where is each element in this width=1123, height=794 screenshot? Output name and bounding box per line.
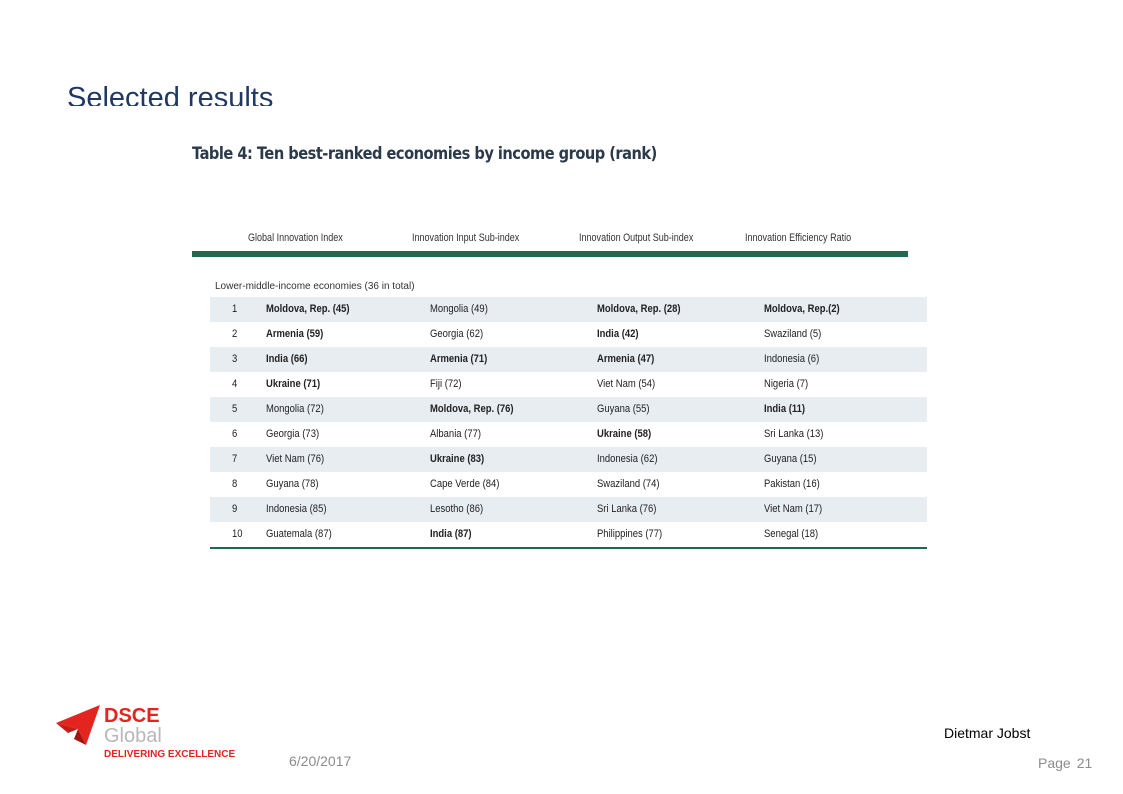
- table-cell: Guyana (78): [266, 478, 319, 490]
- table-cell: Sri Lanka (13): [764, 428, 824, 440]
- table-cell: Fiji (72): [430, 378, 462, 390]
- table-cell: Ukraine (58): [597, 428, 652, 440]
- rank-cell: 7: [232, 453, 238, 465]
- rank-cell: 10: [232, 528, 243, 540]
- table-cell: Lesotho (86): [430, 503, 484, 515]
- table-cell: Senegal (18): [764, 528, 819, 540]
- table-cell: India (11): [764, 403, 806, 415]
- table-cell: Pakistan (16): [764, 478, 820, 490]
- table-cell: Ukraine (71): [266, 378, 321, 390]
- table-cell: Swaziland (5): [764, 328, 822, 340]
- table-cell: Moldova, Rep. (76): [430, 403, 514, 415]
- table-cell: Guyana (55): [597, 403, 650, 415]
- table-cell: Mongolia (72): [266, 403, 324, 415]
- table-cell: Philippines (77): [597, 528, 663, 540]
- table-cell: Swaziland (74): [597, 478, 660, 490]
- rank-cell: 6: [232, 428, 238, 440]
- rank-cell: 9: [232, 503, 238, 515]
- table-cell: Cape Verde (84): [430, 478, 500, 490]
- column-header-output: Innovation Output Sub-index: [579, 232, 694, 244]
- income-group-label: Lower-middle-income economies (36 in total): [215, 281, 415, 292]
- page-label: Page: [1038, 755, 1071, 771]
- column-header-gii: Global Innovation Index: [248, 232, 343, 244]
- table-cell: India (42): [597, 328, 639, 340]
- table-row: [210, 397, 927, 422]
- table-row: [210, 297, 927, 322]
- table-bottom-rule: [210, 547, 927, 549]
- table-cell: Armenia (71): [430, 353, 488, 365]
- table-row: [210, 422, 927, 447]
- page-number: 21: [1076, 755, 1093, 771]
- table-cell: Mongolia (49): [430, 303, 488, 315]
- table-cell: India (66): [266, 353, 308, 365]
- table-cell: Moldova, Rep. (45): [266, 303, 350, 315]
- column-header-efficiency: Innovation Efficiency Ratio: [745, 232, 852, 244]
- rank-cell: 4: [232, 378, 238, 390]
- rank-cell: 5: [232, 403, 238, 415]
- table-row: [210, 472, 927, 497]
- slide-date: 6/20/2017: [289, 753, 352, 769]
- table-row: [210, 322, 927, 347]
- table-cell: Georgia (73): [266, 428, 320, 440]
- table-cell: Armenia (59): [266, 328, 324, 340]
- logo-name-line2: Global: [104, 725, 162, 747]
- rank-cell: 2: [232, 328, 238, 340]
- table-cell: Nigeria (7): [764, 378, 809, 390]
- table-cell: Indonesia (62): [597, 453, 658, 465]
- table-cell: India (87): [430, 528, 472, 540]
- table-row: [210, 347, 927, 372]
- table-cell: Indonesia (85): [266, 503, 327, 515]
- table-cell: Viet Nam (54): [597, 378, 656, 390]
- table-row: [210, 522, 927, 547]
- table-title: Table 4: Ten best-ranked economies by income group (rank): [192, 144, 657, 164]
- logo-tagline: DELIVERING EXCELLENCE: [104, 749, 236, 760]
- table-cell: Ukraine (83): [430, 453, 485, 465]
- table-cell: Georgia (62): [430, 328, 484, 340]
- table-row: [210, 372, 927, 397]
- author-name: Dietmar Jobst: [944, 725, 1031, 741]
- table-column-headers: [192, 232, 908, 252]
- table-cell: Guyana (15): [764, 453, 817, 465]
- table-cell: Moldova, Rep. (28): [597, 303, 681, 315]
- table-row: [210, 497, 927, 522]
- table-cell: Viet Nam (76): [266, 453, 325, 465]
- page-indicator: [1038, 755, 1092, 771]
- table-cell: Albania (77): [430, 428, 482, 440]
- table-cell: Armenia (47): [597, 353, 655, 365]
- column-header-input: Innovation Input Sub-index: [412, 232, 520, 244]
- table-cell: Sri Lanka (76): [597, 503, 657, 515]
- plane-logo-icon: [56, 705, 102, 745]
- rank-cell: 3: [232, 353, 238, 365]
- table-row: [210, 447, 927, 472]
- rank-cell: 1: [232, 303, 238, 315]
- table-cell: Viet Nam (17): [764, 503, 823, 515]
- table-header-rule: [192, 251, 908, 257]
- ranking-table-body: [210, 297, 927, 547]
- table-cell: Indonesia (6): [764, 353, 820, 365]
- logo-name-line1: DSCE: [104, 705, 160, 727]
- rank-cell: 8: [232, 478, 238, 490]
- table-cell: Moldova, Rep.(2): [764, 303, 840, 315]
- company-logo: [56, 705, 246, 765]
- slide-title: Selected results: [67, 82, 274, 106]
- table-cell: Guatemala (87): [266, 528, 332, 540]
